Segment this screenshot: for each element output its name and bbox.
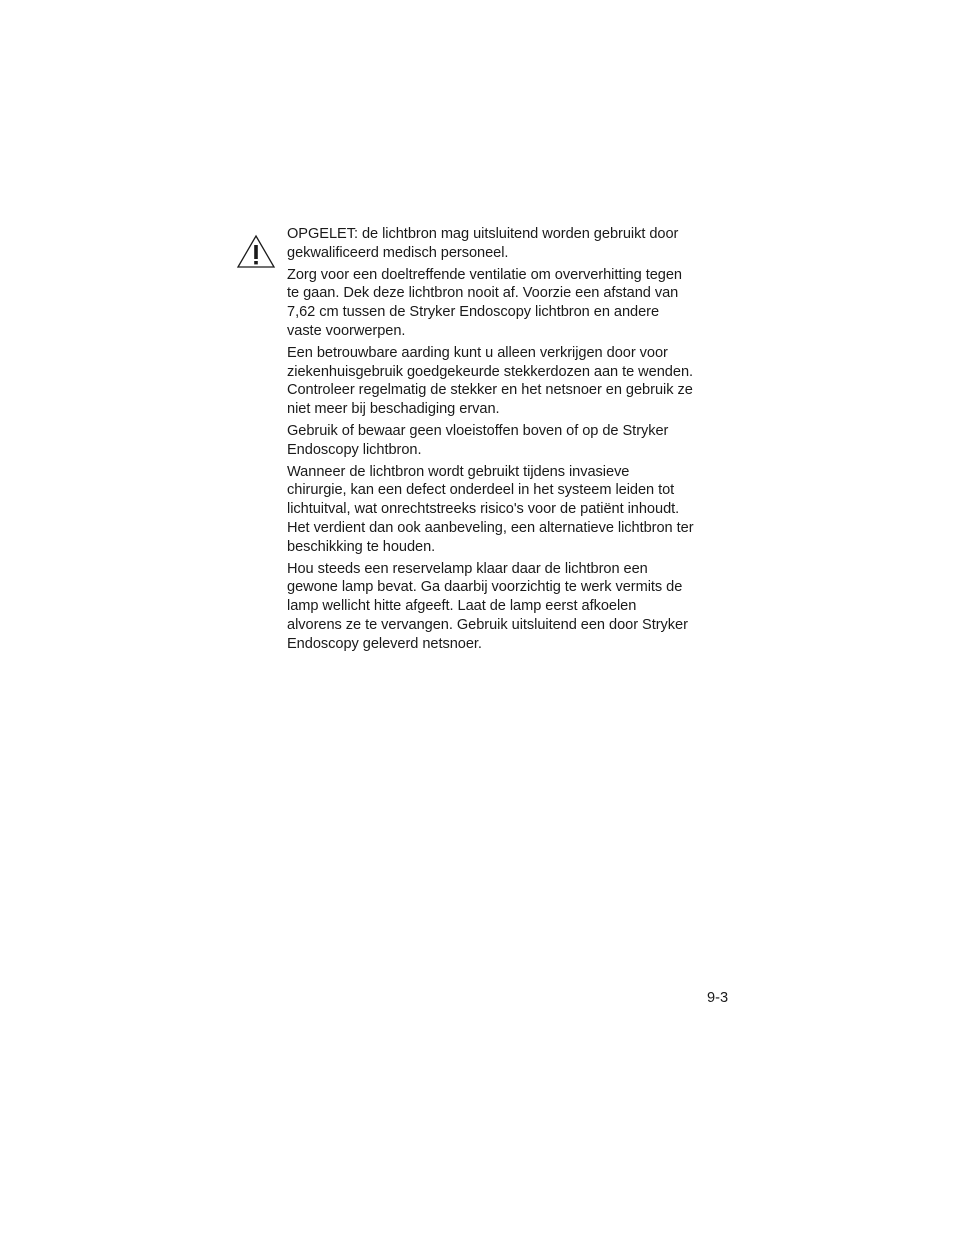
warning-paragraph-liquids: Gebruik of bewaar geen vloeistoffen boven of op de Stryker Endoscopy lichtbron.	[287, 422, 669, 458]
warning-triangle-icon	[236, 234, 276, 270]
warning-paragraph-grounding: Een betrouwbare aarding kunt u alleen verkrijgen door voor ziekenhuisgebruik goedgekeurde stekkerdozen aan te wenden. Controleer regelmatig de stekker en het netsnoer en gebruik ze niet meer bij beschadiging ervan.	[287, 344, 694, 418]
warning-text	[287, 225, 727, 657]
warning-paragraph-ventilation: Zorg voor een doeltreffende ventilatie om oververhitting tegen te gaan. Dek deze lichtbron nooit af. Voorzie een afstand van 7,62 cm tussen de Stryker Endoscopy lichtbron en andere vaste voorwerpen.	[287, 266, 682, 339]
warning-paragraph-spare-lamp: Hou steeds een reservelamp klaar daar de lichtbron een gewone lamp bevat. Ga daarbij voorzichtig te werk vermits de lamp wellicht hitte afgeeft. Laat de lamp eerst afkoelen alvorens ze te vervangen. Gebruik uitsluitend een door Stryker Endoscopy geleverd netsnoer.	[287, 560, 688, 652]
warning-paragraph-opgelet: OPGELET: de lichtbron mag uitsluitend worden gebruikt door gekwalificeerd medisch personeel.	[287, 226, 679, 261]
page-number: 9-3	[707, 990, 729, 1006]
warning-paragraph-backup-lightsource: Wanneer de lichtbron wordt gebruikt tijdens invasieve chirurgie, kan een defect onderdeel in het systeem leiden tot lichtuitval, wat onrechtstreeks risico's voor de patiënt inhoudt. Het verdient dan ook aanbeveling, een alternatieve lichtbron ter beschikking te houden.	[287, 463, 694, 555]
